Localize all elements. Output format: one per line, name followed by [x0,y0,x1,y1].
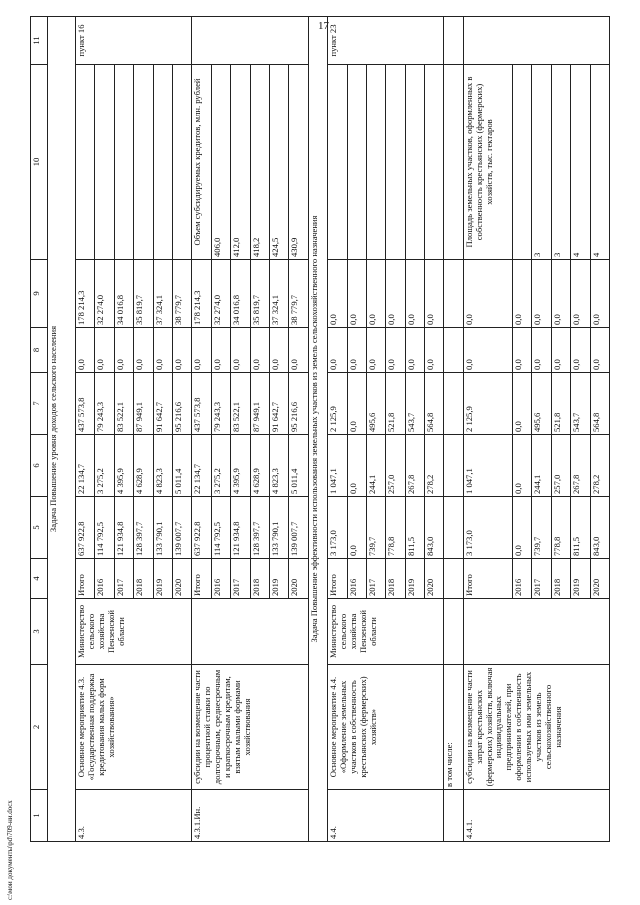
header-cell: 6 [31,435,48,497]
value-cell: 0,0 [289,328,308,373]
value-cell: 437 573,8 [192,373,211,435]
year-cell: Итого [192,559,211,599]
rotated-table-wrapper [30,17,610,842]
value-cell: 495,6 [366,373,385,435]
value-cell: 0,0 [513,373,532,435]
value-cell: 0,0 [153,328,172,373]
value-cell: 564,8 [425,373,444,435]
value-cell: 0,0 [513,260,532,328]
value-cell: 637 922,8 [192,497,211,559]
year-cell: 2019 [153,559,172,599]
task-title: Задача Повышение уровня доходов сельского населения [48,17,76,842]
task-title: Задача Повышение эффективности использования земельных участков из земель сельскохозяйственного назначения [308,17,327,842]
value-cell: 37 324,1 [153,260,172,328]
value-cell: 0,0 [211,328,230,373]
value-cell: 521,8 [386,373,405,435]
value-cell: 0,0 [231,328,250,373]
value-cell: 139 007,7 [289,497,308,559]
indicator-cell: 418,2 [250,65,269,260]
value-cell: 95 216,6 [172,373,191,435]
including-row [444,17,463,842]
value-cell: 0,0 [386,328,405,373]
indicator-cell [425,65,444,260]
year-cell: 2020 [289,559,308,599]
indicator-cell [95,65,114,260]
value-cell: 0,0 [571,260,590,328]
value-cell: 564,8 [590,373,610,435]
value-cell: 278,2 [425,435,444,497]
year-cell: 2019 [269,559,288,599]
value-cell: 543,7 [571,373,590,435]
year-cell: 2017 [231,559,250,599]
header-cell: 4 [31,559,48,599]
value-cell: 0,0 [513,328,532,373]
year-cell: 2016 [211,559,230,599]
indicator-cell: 3 [532,65,551,260]
value-cell: 0,0 [590,260,610,328]
measure-name: субсидии на возмещение части затрат крестьянских (фермерских) хозяйств, включая индивидуальных предпринимателей, при оформлении в собственность используемых ими земельных участков из земель сельскохозяйственного назначения [463,665,609,790]
value-cell: 739,7 [532,497,551,559]
value-cell: 34 016,8 [231,260,250,328]
value-cell: 778,8 [551,497,570,559]
indicator-cell: 430,9 [289,65,308,260]
value-cell: 778,8 [386,497,405,559]
value-cell: 178 214,3 [76,260,95,328]
value-cell: 1 047,1 [328,435,347,497]
value-cell: 4 628,9 [134,435,153,497]
value-cell: 4 823,3 [269,435,288,497]
indicator-cell [366,65,385,260]
value-cell: 121 934,8 [114,497,133,559]
value-cell: 257,0 [551,435,570,497]
note-cell [192,17,308,65]
indicator-cell [405,65,424,260]
value-cell: 0,0 [551,328,570,373]
value-cell: 0,0 [463,260,512,328]
measure-4-4-1 [463,17,609,842]
value-cell: 4 823,3 [153,435,172,497]
year-cell: 2017 [532,559,551,599]
value-cell: 121 934,8 [231,497,250,559]
indicator-cell [347,65,366,260]
value-cell: 32 274,0 [211,260,230,328]
value-cell: 79 243,3 [211,373,230,435]
value-cell: 0,0 [347,328,366,373]
value-cell: 3 173,0 [463,497,512,559]
value-cell: 91 642,7 [153,373,172,435]
value-cell: 0,0 [114,328,133,373]
indicator-label: Объем субсидируемых кредитов, млн. рублей [192,65,211,260]
indicator-cell: 406,0 [211,65,230,260]
indicator-cell [153,65,172,260]
value-cell: 0,0 [347,497,366,559]
value-cell: 3 275,2 [211,435,230,497]
indicator-cell [114,65,133,260]
value-cell: 843,0 [590,497,610,559]
value-cell: 4 395,9 [114,435,133,497]
year-cell: Итого [463,559,512,599]
value-cell: 495,6 [532,373,551,435]
value-cell: 0,0 [347,260,366,328]
header-cell: 2 [31,665,48,790]
value-cell: 0,0 [328,328,347,373]
value-cell: 4 628,9 [250,435,269,497]
value-cell: 0,0 [532,328,551,373]
value-cell: 5 011,4 [172,435,191,497]
value-cell: 4 395,9 [231,435,250,497]
value-cell: 0,0 [532,260,551,328]
indicator-cell [76,65,95,260]
measure-name: субсидии на возмещение части процентной ставки по долгосрочным, среднесрочным и краткосрочным кредитам, взятым малыми формами хозяйствования [192,665,308,790]
year-cell: Итого [76,559,95,599]
value-cell: 543,7 [405,373,424,435]
header-cell: 10 [31,65,48,260]
indicator-cell [134,65,153,260]
executor: Министерство сельского хозяйства Пензенской области [328,599,444,665]
value-cell: 22 134,7 [192,435,211,497]
value-cell: 133 790,1 [269,497,288,559]
measure-name: Основное мероприятие 4.3. «Государственная поддержка кредитования малых форм хозяйствования» [76,665,192,790]
value-cell: 0,0 [366,260,385,328]
value-cell: 244,1 [532,435,551,497]
value-cell: 437 573,8 [76,373,95,435]
executor [463,599,609,665]
header-cell: 8 [31,328,48,373]
year-cell: 2017 [366,559,385,599]
including-label: в том числе: [444,665,463,790]
row-number: 4.4. [328,790,444,842]
year-cell: Итого [328,559,347,599]
value-cell: 22 134,7 [76,435,95,497]
value-cell: 35 819,7 [134,260,153,328]
table-row [328,17,347,842]
value-cell: 0,0 [405,260,424,328]
indicator-cell [328,65,347,260]
row-number: 4.4.1. [463,790,609,842]
value-cell: 0,0 [386,260,405,328]
year-cell: 2018 [134,559,153,599]
value-cell: 0,0 [76,328,95,373]
value-cell: 0,0 [551,260,570,328]
year-cell: 2018 [250,559,269,599]
indicator-cell [386,65,405,260]
measure-4-4 [328,17,444,842]
value-cell: 0,0 [328,260,347,328]
value-cell: 0,0 [172,328,191,373]
header-cell: 1 [31,790,48,842]
value-cell: 267,8 [571,435,590,497]
year-cell: 2016 [513,559,532,599]
value-cell: 91 642,7 [269,373,288,435]
value-cell: 114 792,5 [211,497,230,559]
value-cell: 0,0 [250,328,269,373]
value-cell: 0,0 [366,328,385,373]
value-cell: 0,0 [405,328,424,373]
value-cell: 278,2 [590,435,610,497]
value-cell: 139 007,7 [172,497,191,559]
indicator-cell: 424,5 [269,65,288,260]
value-cell: 0,0 [192,328,211,373]
value-cell: 0,0 [425,328,444,373]
header-cell: 3 [31,599,48,665]
value-cell: 1 047,1 [463,435,512,497]
measure-4-3 [76,17,192,842]
value-cell: 37 324,1 [269,260,288,328]
value-cell: 0,0 [513,497,532,559]
note-cell [463,17,609,65]
value-cell: 811,5 [571,497,590,559]
value-cell: 843,0 [425,497,444,559]
note-cell: пункт 16 [76,17,192,65]
executor [192,599,308,665]
value-cell: 0,0 [269,328,288,373]
value-cell: 3 275,2 [95,435,114,497]
year-cell: 2020 [425,559,444,599]
value-cell: 128 397,7 [250,497,269,559]
value-cell: 0,0 [347,435,366,497]
value-cell: 0,0 [590,328,610,373]
value-cell: 178 214,3 [192,260,211,328]
value-cell: 35 819,7 [250,260,269,328]
value-cell: 0,0 [425,260,444,328]
value-cell: 79 243,3 [95,373,114,435]
program-table [30,16,610,842]
value-cell: 257,0 [386,435,405,497]
indicator-cell: 412,0 [231,65,250,260]
value-cell: 3 173,0 [328,497,347,559]
header-cell: 9 [31,260,48,328]
measure-4-3-1 [192,17,308,842]
year-cell: 2016 [95,559,114,599]
table-row [192,17,211,842]
header-cell: 7 [31,373,48,435]
value-cell: 0,0 [571,328,590,373]
year-cell: 2018 [551,559,570,599]
value-cell: 32 274,0 [95,260,114,328]
value-cell: 0,0 [513,435,532,497]
indicator-cell: 3 [551,65,570,260]
value-cell: 0,0 [347,373,366,435]
header-row [31,17,48,842]
value-cell: 95 216,6 [289,373,308,435]
value-cell: 133 790,1 [153,497,172,559]
year-cell: 2019 [405,559,424,599]
page-number: 17 [318,20,329,32]
value-cell: 0,0 [463,328,512,373]
value-cell: 0,0 [134,328,153,373]
value-cell: 5 011,4 [289,435,308,497]
value-cell: 87 949,1 [250,373,269,435]
indicator-cell [513,65,532,260]
year-cell: 2020 [590,559,610,599]
value-cell: 244,1 [366,435,385,497]
value-cell: 811,5 [405,497,424,559]
year-cell: 2019 [571,559,590,599]
value-cell: 128 397,7 [134,497,153,559]
value-cell: 83 522,1 [114,373,133,435]
value-cell: 739,7 [366,497,385,559]
value-cell: 2 125,9 [463,373,512,435]
value-cell: 0,0 [95,328,114,373]
header-cell: 5 [31,497,48,559]
executor: Министерство сельского хозяйства Пензенской области [76,599,192,665]
indicator-cell [172,65,191,260]
indicator-cell: 4 [590,65,610,260]
value-cell: 83 522,1 [231,373,250,435]
table-row [463,17,512,842]
year-cell: 2017 [114,559,133,599]
indicator-cell: 4 [571,65,590,260]
year-cell: 2020 [172,559,191,599]
value-cell: 521,8 [551,373,570,435]
value-cell: 87 949,1 [134,373,153,435]
measure-name: Основное мероприятие 4.4. «Оформление земельных участков в собственность крестьянских (фермерских) хозяйств» [328,665,444,790]
year-cell: 2016 [347,559,366,599]
row-number: 4.3. [76,790,192,842]
value-cell: 38 779,7 [289,260,308,328]
value-cell: 267,8 [405,435,424,497]
value-cell: 2 125,9 [328,373,347,435]
table-row [76,17,95,842]
value-cell: 38 779,7 [172,260,191,328]
row-number: 4.3.1.Ин. [192,790,308,842]
value-cell: 114 792,5 [95,497,114,559]
value-cell: 637 922,8 [76,497,95,559]
header-cell: 11 [31,17,48,65]
value-cell: 34 016,8 [114,260,133,328]
note-cell: пункт 23 [328,17,444,65]
year-cell: 2018 [386,559,405,599]
footer-path: c:\мои документы\pd\709-ни.docx [6,800,14,900]
indicator-label: Площадь земельных участков, оформленных в собственность крестьянских (фермерских) хозяйств, тыс. гектаров [463,65,512,260]
